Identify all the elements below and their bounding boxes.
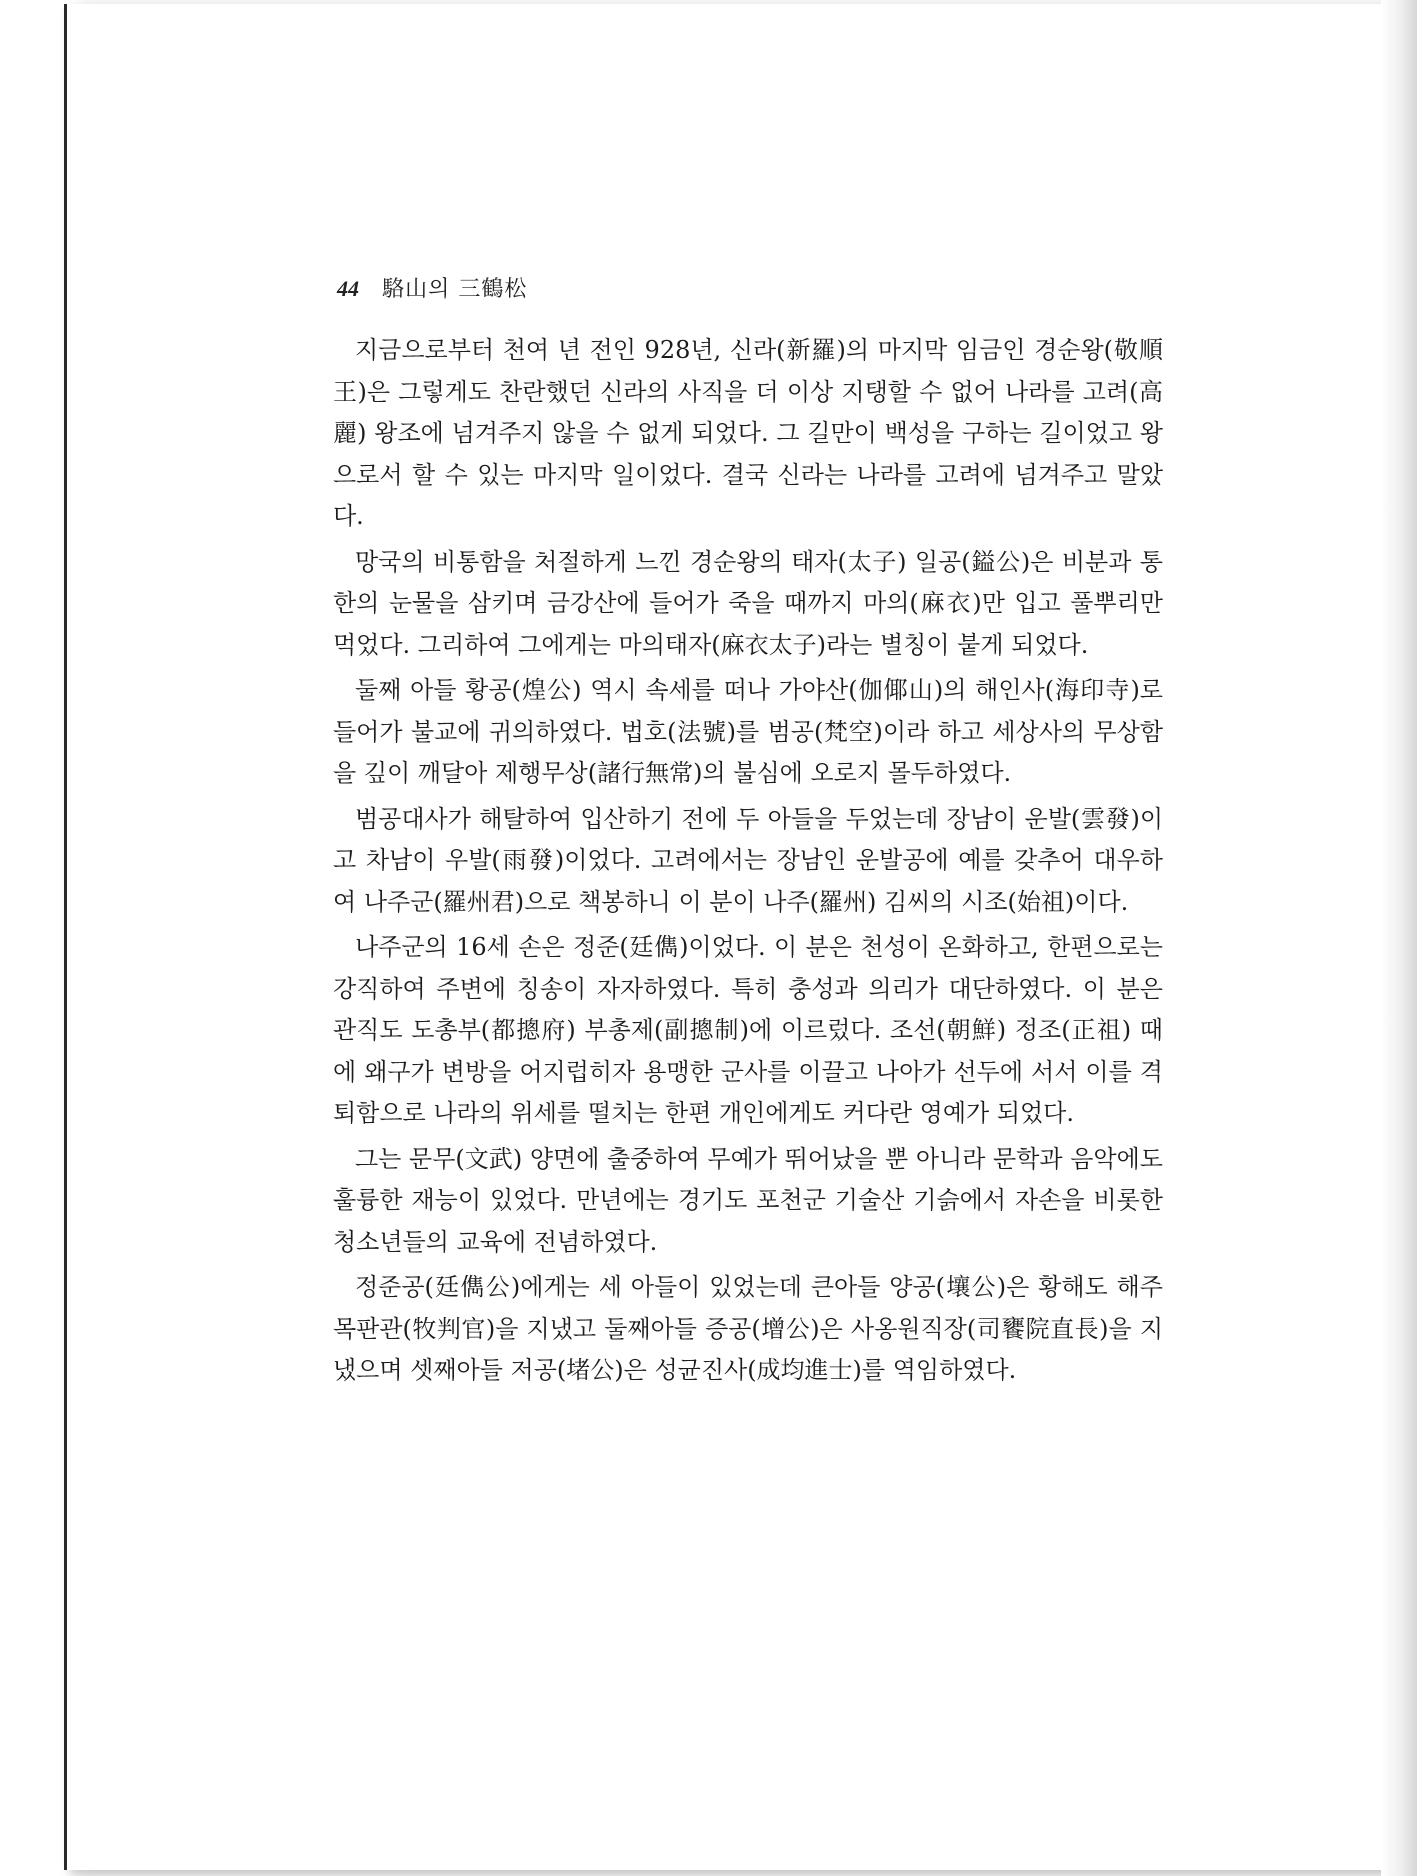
paragraph-3: 둘째 아들 황공(煌公) 역시 속세를 떠나 가야산(伽倻山)의 해인사(海印寺)로 들어가 불교에 귀의하였다. 법호(法號)를 범공(梵空)이라 하고 세상사의 무상함을 깊이 깨달아 제행무상(諸行無常)의 불심에 오로지 몰두하였다.	[333, 676, 1163, 787]
paragraph-5: 나주군의 16세 손은 정준(廷儁)이었다. 이 분은 천성이 온화하고, 한편으로는 강직하여 주변에 칭송이 자자하였다. 특히 충성과 의리가 대단하였다. 이 분은 관직도 도총부(都摠府) 부총제(副摠制)에 이르렀다. 조선(朝鮮) 정조(正祖) 때에 왜구가 변방을 어지럽히자 용맹한 군사를 이끌고 나아가 선두에 서서 이를 격퇴함으로 나라의 위세를 떨치는 한편 개인에게도 커다란 영예가 되었다.	[333, 933, 1163, 1127]
paragraph-6: 그는 문무(文武) 양면에 출중하여 무예가 뛰어났을 뿐 아니라 문학과 음악에도 훌륭한 재능이 있었다. 만년에는 경기도 포천군 기술산 기슭에서 자손을 비롯한 청소년들의 교육에 전념하였다.	[333, 1144, 1163, 1256]
page-header	[337, 272, 527, 303]
paragraph-1: 지금으로부터 천여 년 전인 928년, 신라(新羅)의 마지막 임금인 경순왕(敬順王)은 그렇게도 찬란했던 신라의 사직을 더 이상 지탱할 수 없어 나라를 고려(高麗) 왕조에 넘겨주지 않을 수 없게 되었다. 그 길만이 백성을 구하는 길이었고 왕으로서 할 수 있는 마지막 일이었다. 결국 신라는 나라를 고려에 넘겨주고 말았다.	[333, 336, 1163, 530]
paragraph-7: 정준공(廷儁公)에게는 세 아들이 있었는데 큰아들 양공(壤公)은 황해도 해주 목판관(牧判官)을 지냈고 둘째아들 증공(增公)은 사옹원직장(司饔院直長)을 지냈으며 셋째아들 저공(堵公)은 성균진사(成均進士)를 역임하였다.	[333, 1273, 1163, 1384]
running-title: 駱山의 三鶴松	[382, 277, 528, 302]
paragraph-4: 범공대사가 해탈하여 입산하기 전에 두 아들을 두었는데 장남이 운발(雲發)이고 차남이 우발(雨發)이었다. 고려에서는 장남인 운발공에 예를 갖추어 대우하여 나주군(羅州君)으로 책봉하니 이 분이 나주(羅州) 김씨의 시조(始祖)이다.	[333, 804, 1163, 916]
body-text	[333, 330, 1163, 1396]
page-edge-shadow	[1381, 0, 1417, 1876]
paragraph-2: 망국의 비통함을 처절하게 느낀 경순왕의 태자(太子) 일공(鎰公)은 비분과 통한의 눈물을 삼키며 금강산에 들어가 죽을 때까지 마의(麻衣)만 입고 풀뿌리만 먹었다. 그리하여 그에게는 마의태자(麻衣太子)라는 별칭이 붙게 되었다.	[333, 547, 1163, 659]
page-number: 44	[337, 276, 359, 301]
